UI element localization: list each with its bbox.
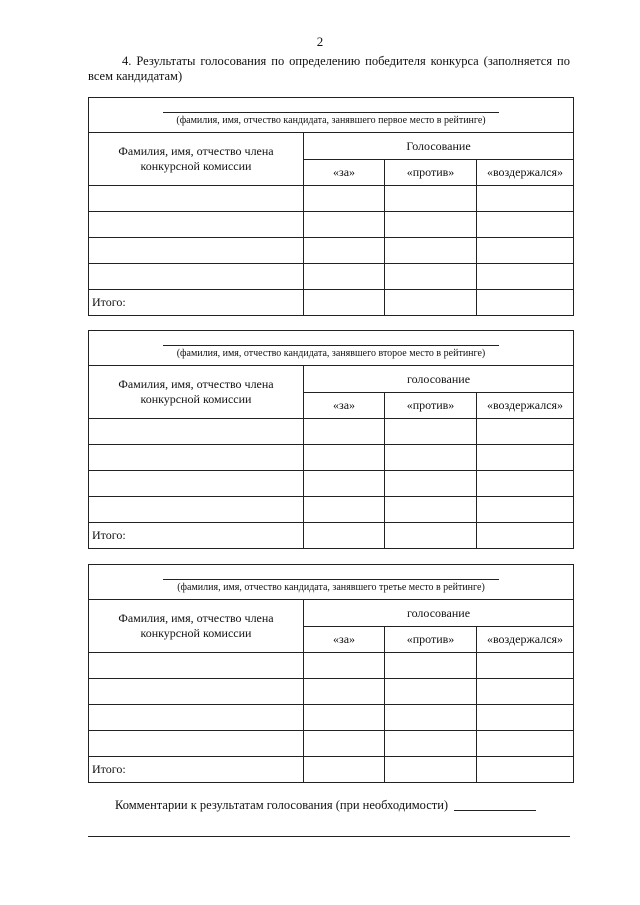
total-label: Итого: <box>89 523 304 549</box>
for-cell[interactable] <box>304 419 385 445</box>
member-column-header: Фамилия, имя, отчество члена конкурсной комиссии <box>89 366 304 419</box>
against-cell[interactable] <box>385 653 477 679</box>
page-number: 2 <box>316 34 324 49</box>
comment-input-line[interactable] <box>454 810 536 811</box>
for-cell[interactable] <box>304 679 385 705</box>
member-name-cell[interactable] <box>89 731 304 757</box>
abstain-cell[interactable] <box>477 238 574 264</box>
voting-table-second-place <box>88 330 574 549</box>
table-row <box>89 471 574 497</box>
abstain-total-cell[interactable] <box>477 757 574 783</box>
against-total-cell[interactable] <box>385 290 477 316</box>
table-row <box>89 653 574 679</box>
voting-table-third-place <box>88 564 574 783</box>
total-row <box>89 523 574 549</box>
for-cell[interactable] <box>304 705 385 731</box>
table-row <box>89 212 574 238</box>
against-column-header: «против» <box>385 627 477 653</box>
abstain-cell[interactable] <box>477 731 574 757</box>
against-cell[interactable] <box>385 238 477 264</box>
abstain-cell[interactable] <box>477 186 574 212</box>
member-name-cell[interactable] <box>89 212 304 238</box>
abstain-cell[interactable] <box>477 679 574 705</box>
for-cell[interactable] <box>304 264 385 290</box>
for-cell[interactable] <box>304 653 385 679</box>
against-cell[interactable] <box>385 212 477 238</box>
table-row <box>89 238 574 264</box>
abstain-cell[interactable] <box>477 497 574 523</box>
table-row <box>89 264 574 290</box>
candidate-caption: (фамилия, имя, отчество кандидата, занявшего третье место в рейтинге) <box>177 582 485 593</box>
candidate-caption: (фамилия, имя, отчество кандидата, занявшего первое место в рейтинге) <box>176 115 486 126</box>
voting-table-first-place <box>88 97 574 316</box>
table-row <box>89 731 574 757</box>
for-cell[interactable] <box>304 445 385 471</box>
table-row <box>89 445 574 471</box>
for-column-header: «за» <box>304 393 385 419</box>
member-name-cell[interactable] <box>89 497 304 523</box>
member-name-cell[interactable] <box>89 705 304 731</box>
abstain-cell[interactable] <box>477 212 574 238</box>
member-column-header: Фамилия, имя, отчество члена конкурсной комиссии <box>89 133 304 186</box>
abstain-total-cell[interactable] <box>477 290 574 316</box>
against-column-header: «против» <box>385 160 477 186</box>
comment-label: Комментарии к результатам голосования (при необходимости) <box>115 798 449 812</box>
voting-header: Голосование <box>304 133 574 160</box>
against-cell[interactable] <box>385 497 477 523</box>
member-column-header: Фамилия, имя, отчество члена конкурсной комиссии <box>89 600 304 653</box>
abstain-cell[interactable] <box>477 705 574 731</box>
abstain-cell[interactable] <box>477 445 574 471</box>
total-row <box>89 290 574 316</box>
abstain-cell[interactable] <box>477 264 574 290</box>
against-total-cell[interactable] <box>385 757 477 783</box>
against-cell[interactable] <box>385 419 477 445</box>
comment-field <box>115 798 536 813</box>
member-name-cell[interactable] <box>89 238 304 264</box>
candidate-name-cell[interactable] <box>89 331 574 366</box>
for-total-cell[interactable] <box>304 290 385 316</box>
for-cell[interactable] <box>304 497 385 523</box>
total-label: Итого: <box>89 757 304 783</box>
for-total-cell[interactable] <box>304 757 385 783</box>
table-row <box>89 705 574 731</box>
against-cell[interactable] <box>385 186 477 212</box>
abstain-column-header: «воздержался» <box>477 160 574 186</box>
member-name-cell[interactable] <box>89 653 304 679</box>
table-row <box>89 419 574 445</box>
total-row <box>89 757 574 783</box>
candidate-name-cell[interactable] <box>89 565 574 600</box>
member-name-cell[interactable] <box>89 679 304 705</box>
member-name-cell[interactable] <box>89 419 304 445</box>
abstain-total-cell[interactable] <box>477 523 574 549</box>
member-name-cell[interactable] <box>89 471 304 497</box>
candidate-name-line <box>163 112 499 113</box>
for-column-header: «за» <box>304 160 385 186</box>
against-cell[interactable] <box>385 731 477 757</box>
against-cell[interactable] <box>385 264 477 290</box>
table-row <box>89 679 574 705</box>
for-cell[interactable] <box>304 731 385 757</box>
candidate-name-line <box>163 345 499 346</box>
table-row <box>89 497 574 523</box>
voting-header: голосование <box>304 600 574 627</box>
against-cell[interactable] <box>385 679 477 705</box>
section-intro: 4. Результаты голосования по определению победителя конкурса (заполняется по всем кандидатам) <box>88 54 570 83</box>
voting-header: голосование <box>304 366 574 393</box>
abstain-cell[interactable] <box>477 471 574 497</box>
member-name-cell[interactable] <box>89 186 304 212</box>
for-cell[interactable] <box>304 471 385 497</box>
candidate-name-line <box>163 579 499 580</box>
for-cell[interactable] <box>304 186 385 212</box>
abstain-column-header: «воздержался» <box>477 627 574 653</box>
abstain-cell[interactable] <box>477 653 574 679</box>
against-column-header: «против» <box>385 393 477 419</box>
member-name-cell[interactable] <box>89 264 304 290</box>
total-label: Итого: <box>89 290 304 316</box>
against-cell[interactable] <box>385 471 477 497</box>
table-row <box>89 186 574 212</box>
for-total-cell[interactable] <box>304 523 385 549</box>
comment-continuation-line[interactable] <box>88 836 570 837</box>
for-cell[interactable] <box>304 238 385 264</box>
candidate-caption: (фамилия, имя, отчество кандидата, занявшего второе место в рейтинге) <box>176 348 486 359</box>
for-cell[interactable] <box>304 212 385 238</box>
against-total-cell[interactable] <box>385 523 477 549</box>
for-column-header: «за» <box>304 627 385 653</box>
abstain-column-header: «воздержался» <box>477 393 574 419</box>
abstain-cell[interactable] <box>477 419 574 445</box>
member-name-cell[interactable] <box>89 445 304 471</box>
against-cell[interactable] <box>385 445 477 471</box>
candidate-name-cell[interactable] <box>89 98 574 133</box>
against-cell[interactable] <box>385 705 477 731</box>
